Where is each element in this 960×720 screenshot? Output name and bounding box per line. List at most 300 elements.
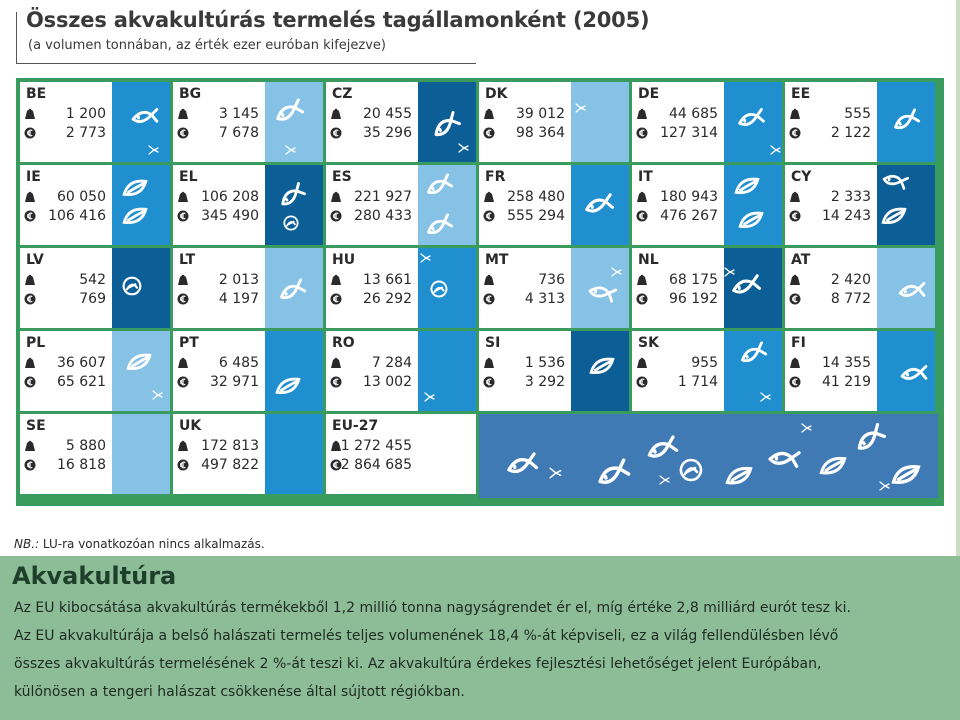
value-value: 96 192 xyxy=(669,291,718,307)
volume-row xyxy=(483,272,565,289)
cell-decor-area xyxy=(265,414,323,494)
mussel-icon xyxy=(591,359,613,373)
volume-value: 60 050 xyxy=(57,189,106,205)
country-code: CY xyxy=(791,169,812,185)
value-row xyxy=(789,208,871,225)
weight-icon xyxy=(483,191,495,203)
value-value: 280 433 xyxy=(354,208,412,224)
country-cell-mt xyxy=(479,248,629,328)
country-cell-sk xyxy=(632,331,782,411)
fish-tail-icon xyxy=(761,393,770,401)
cell-decor-area xyxy=(418,331,476,411)
country-grid xyxy=(16,78,944,506)
fish-icon xyxy=(732,276,760,293)
volume-value: 2 420 xyxy=(830,272,871,288)
value-value: 26 292 xyxy=(363,291,412,307)
header-rule-vertical xyxy=(16,12,17,64)
cell-decor-svg xyxy=(418,331,476,411)
volume-value: 542 xyxy=(79,272,106,288)
value-value: 3 292 xyxy=(524,374,565,390)
oyster-icon xyxy=(431,282,446,297)
weight-icon xyxy=(789,108,801,120)
cell-decor-svg xyxy=(877,331,935,411)
country-code: SK xyxy=(638,335,659,351)
footnote-prefix: NB.: xyxy=(14,537,40,551)
volume-row xyxy=(483,189,565,206)
weight-icon xyxy=(177,440,189,452)
volume-row xyxy=(483,355,565,372)
cell-decor-svg xyxy=(724,82,782,162)
euro-coin-icon xyxy=(636,376,648,388)
volume-row xyxy=(636,106,718,123)
cell-decor-area xyxy=(571,165,629,245)
euro-coin-icon xyxy=(483,127,495,139)
country-cell-nl xyxy=(632,248,782,328)
euro-coin-icon xyxy=(636,293,648,305)
value-value: 14 243 xyxy=(822,208,871,224)
country-cell-ee xyxy=(785,82,935,162)
country-code: FR xyxy=(485,169,506,185)
country-code: EL xyxy=(179,169,198,185)
country-cell-lt xyxy=(173,248,323,328)
oyster-icon xyxy=(284,216,297,229)
volume-value: 20 455 xyxy=(363,106,412,122)
value-value: 497 822 xyxy=(201,457,259,473)
value-value: 41 219 xyxy=(822,374,871,390)
weight-icon xyxy=(177,108,189,120)
value-value: 769 xyxy=(79,291,106,307)
fish-icon xyxy=(738,109,764,125)
fish-icon xyxy=(646,437,676,458)
cell-decor-area xyxy=(724,331,782,411)
cell-decor-svg xyxy=(877,165,935,245)
aquaculture-section xyxy=(0,556,960,720)
cell-decor-svg xyxy=(418,82,476,162)
country-code: SI xyxy=(485,335,501,351)
volume-row xyxy=(330,438,412,455)
cell-decor-svg xyxy=(571,248,629,328)
volume-row xyxy=(789,272,871,289)
value-value: 7 678 xyxy=(218,125,259,141)
volume-value: 955 xyxy=(691,355,718,371)
cell-decor-svg xyxy=(724,331,782,411)
cell-decor-area xyxy=(571,248,629,328)
value-row xyxy=(24,374,106,391)
euro-coin-icon xyxy=(330,127,342,139)
mussel-icon xyxy=(821,458,844,473)
cell-decor-area xyxy=(418,248,476,328)
cell-decor-svg xyxy=(877,82,935,162)
country-cell-dk xyxy=(479,82,629,162)
euro-coin-icon xyxy=(177,127,189,139)
country-cell-cz xyxy=(326,82,476,162)
volume-row xyxy=(24,106,106,123)
country-code: HU xyxy=(332,252,356,268)
value-row xyxy=(636,374,718,391)
cell-decor-area xyxy=(265,165,323,245)
volume-row xyxy=(24,189,106,206)
weight-icon xyxy=(483,108,495,120)
country-cell-bg xyxy=(173,82,323,162)
country-code: ES xyxy=(332,169,352,185)
value-row xyxy=(330,291,412,308)
volume-value: 6 485 xyxy=(218,355,259,371)
value-row xyxy=(177,457,259,474)
mussel-icon xyxy=(124,181,146,195)
mussel-icon xyxy=(727,468,750,483)
footnote-text: LU-ra vonatkozóan nincs alkalmazás. xyxy=(39,537,265,551)
cell-decor-area xyxy=(571,82,629,162)
value-value: 2 122 xyxy=(830,125,871,141)
country-cell-si xyxy=(479,331,629,411)
value-value: 32 971 xyxy=(210,374,259,390)
country-cell-cy xyxy=(785,165,935,245)
fish-icon xyxy=(892,110,919,130)
volume-value: 180 943 xyxy=(660,189,718,205)
weight-icon xyxy=(24,191,36,203)
fish-tail-icon xyxy=(550,468,561,477)
fish-tail-icon xyxy=(802,424,811,432)
oyster-icon xyxy=(681,460,701,480)
eu-decor-band xyxy=(479,414,938,498)
value-row xyxy=(789,125,871,142)
country-code: UK xyxy=(179,418,202,434)
euro-coin-icon xyxy=(789,293,801,305)
fish-icon xyxy=(585,195,613,212)
value-value: 2 864 685 xyxy=(340,457,412,473)
fish-tail-icon xyxy=(421,254,430,262)
weight-icon xyxy=(177,274,189,286)
volume-value: 555 xyxy=(844,106,871,122)
mussel-icon xyxy=(894,467,919,483)
fish-tail-icon xyxy=(286,146,295,154)
volume-value: 1 536 xyxy=(524,355,565,371)
section-line-3: összes akvakultúrás termelésének 2 %-át teszi ki. Az akvakultúra érdekes fejlesztési lehetőséget jelent Európában, xyxy=(14,656,822,672)
country-cell-hu xyxy=(326,248,476,328)
fish-icon xyxy=(854,425,885,451)
weight-icon xyxy=(24,108,36,120)
volume-row xyxy=(789,355,871,372)
mussel-icon xyxy=(128,355,150,369)
volume-row xyxy=(177,106,259,123)
cell-decor-svg xyxy=(418,165,476,245)
euro-coin-icon xyxy=(24,293,36,305)
volume-value: 5 880 xyxy=(65,438,106,454)
fish-icon xyxy=(507,454,537,473)
country-code: IE xyxy=(26,169,41,185)
euro-coin-icon xyxy=(789,376,801,388)
value-row xyxy=(24,125,106,142)
volume-value: 172 813 xyxy=(201,438,259,454)
value-value: 4 313 xyxy=(524,291,565,307)
euro-coin-icon xyxy=(177,210,189,222)
country-code: SE xyxy=(26,418,46,434)
volume-value: 36 607 xyxy=(57,355,106,371)
fish-icon xyxy=(133,109,157,121)
fish-icon xyxy=(278,183,305,205)
value-value: 98 364 xyxy=(516,125,565,141)
cell-decor-area xyxy=(877,165,935,245)
cell-decor-svg xyxy=(724,248,782,328)
country-code: PT xyxy=(179,335,199,351)
cell-decor-svg xyxy=(265,82,323,162)
cell-decor-area xyxy=(265,248,323,328)
volume-value: 7 284 xyxy=(371,355,412,371)
fish-tail-icon xyxy=(425,393,434,401)
section-line-2: Az EU akvakultúrája a belső halászati termelés teljes volumenének 18,4 %-át képviseli, ez a világ fellendülésben lévő xyxy=(14,628,839,644)
volume-row xyxy=(24,272,106,289)
footnote xyxy=(14,537,265,551)
value-row xyxy=(330,125,412,142)
page-subtitle: (a volumen tonnában, az érték ezer euróban kifejezve) xyxy=(28,38,386,53)
euro-coin-icon xyxy=(177,293,189,305)
mussel-icon xyxy=(883,209,905,223)
volume-row xyxy=(789,189,871,206)
cell-decor-area xyxy=(877,248,935,328)
country-code: RO xyxy=(332,335,355,351)
euro-coin-icon xyxy=(789,127,801,139)
fish-tail-icon xyxy=(725,268,734,276)
country-code: NL xyxy=(638,252,659,268)
cell-decor-area xyxy=(877,331,935,411)
value-row xyxy=(789,291,871,308)
weight-icon xyxy=(24,274,36,286)
volume-value: 2 333 xyxy=(830,189,871,205)
fish-tail-icon xyxy=(880,482,889,490)
value-row xyxy=(483,208,565,225)
cell-decor-svg xyxy=(571,82,629,162)
volume-row xyxy=(177,355,259,372)
section-line-1: Az EU kibocsátása akvakultúrás termékekből 1,2 millió tonna nagyságrendet ér el, míg értéke 2,8 milliárd eurót tesz ki. xyxy=(14,600,851,616)
oyster-icon xyxy=(124,278,141,295)
value-row xyxy=(24,457,106,474)
weight-icon xyxy=(789,357,801,369)
mussel-icon xyxy=(124,209,146,223)
volume-row xyxy=(330,106,412,123)
volume-value: 1 272 455 xyxy=(340,438,412,454)
value-row xyxy=(483,291,565,308)
fish-tail-icon xyxy=(149,146,158,154)
euro-coin-icon xyxy=(330,293,342,305)
fish-tail-icon xyxy=(153,391,162,399)
cell-decor-area xyxy=(112,82,170,162)
fish-tail-icon xyxy=(576,104,585,112)
weight-icon xyxy=(483,274,495,286)
cell-decor-area xyxy=(724,82,782,162)
weight-icon xyxy=(789,191,801,203)
euro-coin-icon xyxy=(330,376,342,388)
volume-row xyxy=(177,272,259,289)
cell-decor-svg xyxy=(265,331,323,411)
value-row xyxy=(483,374,565,391)
volume-value: 68 175 xyxy=(669,272,718,288)
volume-value: 2 013 xyxy=(218,272,259,288)
value-row xyxy=(177,208,259,225)
fish-icon xyxy=(274,100,303,121)
cell-decor-area xyxy=(724,248,782,328)
volume-value: 39 012 xyxy=(516,106,565,122)
weight-icon xyxy=(330,108,342,120)
country-cell-ie xyxy=(20,165,170,245)
weight-icon xyxy=(789,274,801,286)
euro-coin-icon xyxy=(24,376,36,388)
cell-decor-area xyxy=(265,82,323,162)
eu-decor-svg xyxy=(479,414,941,498)
volume-value: 106 208 xyxy=(201,189,259,205)
mussel-icon xyxy=(277,379,299,393)
fish-icon xyxy=(425,215,452,235)
country-code: LT xyxy=(179,252,196,268)
weight-icon xyxy=(24,440,36,452)
volume-row xyxy=(330,189,412,206)
volume-row xyxy=(177,438,259,455)
value-value: 65 621 xyxy=(57,374,106,390)
value-row xyxy=(330,457,412,474)
country-cell-de xyxy=(632,82,782,162)
value-value: 106 416 xyxy=(48,208,106,224)
weight-icon xyxy=(483,357,495,369)
value-value: 4 197 xyxy=(218,291,259,307)
cell-decor-svg xyxy=(418,248,476,328)
cell-decor-area xyxy=(724,165,782,245)
country-cell-pl xyxy=(20,331,170,411)
mussel-icon xyxy=(740,213,762,227)
volume-row xyxy=(330,272,412,289)
cell-decor-area xyxy=(112,331,170,411)
country-code: IT xyxy=(638,169,653,185)
country-code: AT xyxy=(791,252,811,268)
cell-decor-svg xyxy=(877,248,935,328)
cell-decor-area xyxy=(571,331,629,411)
euro-coin-icon xyxy=(636,210,648,222)
section-line-4: különösen a tengeri halászat csökkenése által sújtott régiókban. xyxy=(14,684,465,700)
country-cell-at xyxy=(785,248,935,328)
country-cell-fi xyxy=(785,331,935,411)
cell-decor-svg xyxy=(724,165,782,245)
euro-coin-icon xyxy=(483,293,495,305)
country-cell-fr xyxy=(479,165,629,245)
volume-value: 44 685 xyxy=(669,106,718,122)
fish-icon xyxy=(431,113,460,137)
country-cell-se xyxy=(20,414,170,494)
header-rule-horizontal xyxy=(16,63,476,64)
volume-row xyxy=(636,355,718,372)
value-row xyxy=(636,291,718,308)
volume-value: 1 200 xyxy=(65,106,106,122)
euro-coin-icon xyxy=(483,210,495,222)
weight-icon xyxy=(636,108,648,120)
euro-coin-icon xyxy=(483,376,495,388)
fish-icon xyxy=(770,448,800,467)
right-edge-strip xyxy=(956,0,960,560)
fish-icon xyxy=(596,460,629,484)
country-code: MT xyxy=(485,252,509,268)
value-value: 345 490 xyxy=(201,208,259,224)
country-cell-ro xyxy=(326,331,476,411)
value-row xyxy=(330,208,412,225)
cell-decor-svg xyxy=(112,248,170,328)
weight-icon xyxy=(24,357,36,369)
euro-coin-icon xyxy=(789,210,801,222)
volume-value: 13 661 xyxy=(363,272,412,288)
weight-icon xyxy=(636,357,648,369)
value-value: 13 002 xyxy=(363,374,412,390)
value-row xyxy=(24,291,106,308)
value-value: 35 296 xyxy=(363,125,412,141)
country-cell-uk xyxy=(173,414,323,494)
value-row xyxy=(636,208,718,225)
cell-decor-area xyxy=(112,165,170,245)
volume-row xyxy=(330,355,412,372)
fish-icon xyxy=(902,366,926,378)
euro-coin-icon xyxy=(24,127,36,139)
country-code: EU-27 xyxy=(332,418,379,434)
volume-value: 736 xyxy=(538,272,565,288)
country-cell-el xyxy=(173,165,323,245)
euro-coin-icon xyxy=(636,127,648,139)
volume-row xyxy=(24,438,106,455)
fish-icon xyxy=(589,282,616,302)
euro-coin-icon xyxy=(24,210,36,222)
volume-row xyxy=(483,106,565,123)
euro-coin-icon xyxy=(24,459,36,471)
value-row xyxy=(636,125,718,142)
cell-decor-area xyxy=(877,82,935,162)
euro-coin-icon xyxy=(330,210,342,222)
volume-row xyxy=(789,106,871,123)
volume-row xyxy=(636,272,718,289)
cell-decor-svg xyxy=(571,165,629,245)
fish-icon xyxy=(278,280,305,300)
fish-tail-icon xyxy=(660,476,669,484)
weight-icon xyxy=(636,274,648,286)
country-cell-be xyxy=(20,82,170,162)
value-value: 8 772 xyxy=(830,291,871,307)
value-value: 1 714 xyxy=(677,374,718,390)
country-cell-pt xyxy=(173,331,323,411)
cell-decor-svg xyxy=(112,165,170,245)
value-row xyxy=(330,374,412,391)
cell-decor-svg xyxy=(112,82,170,162)
country-cell-lv xyxy=(20,248,170,328)
cell-decor-svg xyxy=(265,248,323,328)
volume-row xyxy=(24,355,106,372)
volume-value: 221 927 xyxy=(354,189,412,205)
euro-coin-icon xyxy=(177,459,189,471)
fish-tail-icon xyxy=(612,268,621,276)
value-value: 555 294 xyxy=(507,208,565,224)
cell-decor-area xyxy=(112,248,170,328)
euro-coin-icon xyxy=(177,376,189,388)
value-row xyxy=(24,208,106,225)
volume-row xyxy=(177,189,259,206)
value-row xyxy=(177,125,259,142)
value-value: 2 773 xyxy=(65,125,106,141)
fish-icon xyxy=(739,343,766,363)
value-row xyxy=(177,374,259,391)
volume-value: 14 355 xyxy=(822,355,871,371)
country-cell-it xyxy=(632,165,782,245)
value-row xyxy=(789,374,871,391)
fish-tail-icon xyxy=(459,144,468,152)
weight-icon xyxy=(330,274,342,286)
section-title: Akvakultúra xyxy=(12,562,177,590)
fish-tail-icon xyxy=(771,146,780,154)
cell-decor-svg xyxy=(265,165,323,245)
weight-icon xyxy=(330,191,342,203)
fish-icon xyxy=(883,171,908,189)
weight-icon xyxy=(177,191,189,203)
